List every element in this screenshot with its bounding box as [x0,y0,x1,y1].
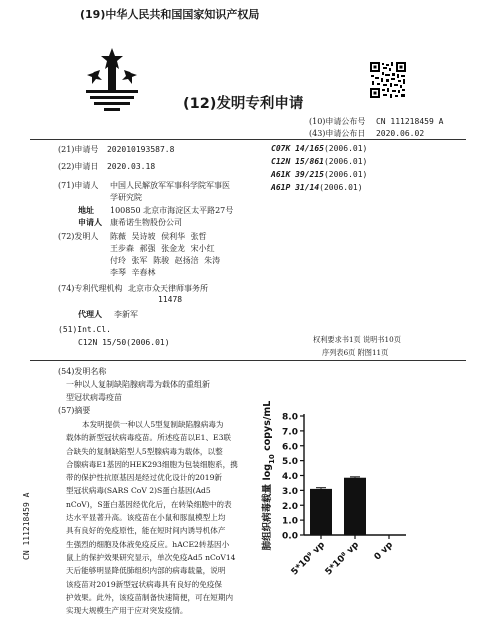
side-publication-number: CN 111218459 A [22,492,31,560]
agent: 李新军 [114,310,138,319]
class-code: C12N 15/861 [271,157,324,166]
applicant-line-1: 中国人民解放军军事科学院军事医 [110,181,230,190]
y-tick-label: 0.0 [282,531,298,542]
doc-type-name: 发明专利申请 [216,96,304,112]
y-axis-title: 肺组织病毒载量 $\log_{10}$ copys/mL [262,400,276,551]
abstract-line: 本发明提供一种以人5型复制缺陷腺病毒为 [82,420,224,429]
abstract-line: 具有良好的免疫原性，能在短时间内诱导机体产 [66,526,226,536]
class-row [271,157,367,166]
abstract-label: (57)摘要 [58,406,91,415]
x-tick-label: 0 vp [372,540,396,563]
title-label: (54)发明名称 [58,367,107,376]
class-row [271,144,367,153]
office-header [80,6,259,22]
office-name: 中华人民共和国国家知识产权局 [105,8,260,21]
class-row [271,183,363,192]
agency-line-1: 北京市众天律师事务所 [128,284,208,293]
class-version: (2006.01) [319,183,363,192]
abstract-line: 天后能够明显降低肺组织内部的病毒载量，说明 [66,566,226,576]
app-no: 202010193587.8 [106,145,175,154]
int-cl: C12N 15/50(2006.01) [78,338,170,347]
y-tick-label: 7.0 [282,427,298,438]
abstract-line: 鼠上的保护效果研究显示，单次免疫Ad5 nCoV14 [66,552,236,562]
bar [310,489,332,535]
class-code: C07K 14/165 [271,144,324,153]
inventors-line-2: 王步森 郝强 张金龙 宋小红 [110,244,215,253]
abstract-line: 带的保护性抗原基因是经过优化设计的2019新 [66,473,223,483]
abstract-line: nCoV)，S蛋白基因经优化后，在转染细胞中的表 [66,499,232,509]
abstract-line: 达水平显著升高。该疫苗在小鼠和豚鼠模型上均 [66,513,226,523]
publication-date-row [309,128,424,139]
filing-date-row [58,161,155,172]
agency-label: (74)专利代理机构 [58,284,123,293]
app-no-label: (21)申请号 [58,145,99,154]
filing-date-label: (22)申请日 [58,162,99,171]
header-divider [30,139,466,140]
inventors-line-4: 李琴 辛春林 [110,268,156,277]
y-tick-label: 8.0 [282,412,298,423]
application-number-row [58,144,174,155]
class-version: (2006.01) [323,144,368,153]
y-tick-label: 3.0 [282,486,298,497]
applicant-line-2: 学研究院 [110,193,142,202]
class-row [271,170,367,179]
page-counts-line-2: 序列表6页 附图11页 [322,348,389,357]
address: 100850 北京市海淀区太平路27号 [110,206,234,215]
abstract-line: 实现大规模生产用于应对突发疫情。 [66,606,188,616]
pub-no: CN 111218459 A [375,117,444,126]
abstract-line: 合缺失的复制缺陷型人5型腺病毒为载体，以整 [66,446,223,456]
x-tick-label: 5*10⁸ vp [323,540,362,578]
abstract-line: 合腺病毒E1基因的HEK293细胞为包装细胞系，携 [66,459,238,469]
y-tick-label: 1.0 [282,516,298,527]
int-cl-label: (51)Int.Cl. [58,325,111,334]
doc-type-code: (12) [183,96,217,112]
x-tick-label: 5*10⁹ vp [289,540,328,578]
country-code: (19) [80,8,106,21]
inventors-line-1: 陈薇 吴诗坡 侯利华 张哲 [110,232,207,241]
abstract-line: 护效果。此外，该疫苗制备快速简便，可在短期内 [66,592,234,602]
y-tick-label: 2.0 [282,501,298,512]
y-tick-label: 6.0 [282,442,298,453]
qr-code [370,62,406,98]
viral-load-chart [256,398,468,638]
address-label: 地址 [78,205,94,215]
invention-title-line-1: 一种以人复制缺陷腺病毒为载体的重组新 [66,380,210,389]
y-tick-label: 4.0 [282,472,298,482]
publication-number-row [309,116,443,127]
abstract-text [66,418,238,617]
class-version: (2006.01) [323,157,368,166]
inventors-line-3: 付玲 张军 陈骏 赵扬涪 朱涛 [110,256,221,265]
class-code: A61P 31/14 [271,183,320,192]
national-emblem-icon [84,46,140,114]
doc-type-title [183,92,303,113]
pub-no-label: (10)申请公布号 [309,117,366,126]
bar [344,478,366,535]
pub-date-label: (43)申请公布日 [309,129,366,138]
abstract-line: 载体的新型冠状病毒疫苗。所述疫苗以E1、E3联 [66,433,232,443]
filing-date: 2020.03.18 [106,162,156,171]
class-version: (2006.01) [323,170,368,179]
inventors-label: (72)发明人 [58,232,99,241]
co-applicant: 康希诺生物股份公司 [110,218,182,227]
page-counts-line-1: 权利要求书1页 说明书10页 [313,335,401,344]
abstract-line: 型冠状病毒(SARS CoV 2)S蛋白基因(Ad5 [66,486,211,496]
abstract-line: 生强烈的细胞及体液免疫反应。hACE2转基因小 [66,539,230,549]
middle-divider [30,360,466,361]
invention-title-line-2: 型冠状病毒疫苗 [66,393,122,402]
agent-label: 代理人 [78,309,102,319]
class-code: A61K 39/215 [271,170,324,179]
abstract-line: 该疫苗对2019新型冠状病毒具有良好的免疫保 [66,579,223,589]
y-tick-label: 5.0 [282,457,298,468]
pub-date: 2020.06.02 [375,129,425,138]
agency-line-2: 11478 [158,295,183,304]
applicant-label: (71)申请人 [58,181,99,190]
co-applicant-label: 申请人 [78,217,102,227]
